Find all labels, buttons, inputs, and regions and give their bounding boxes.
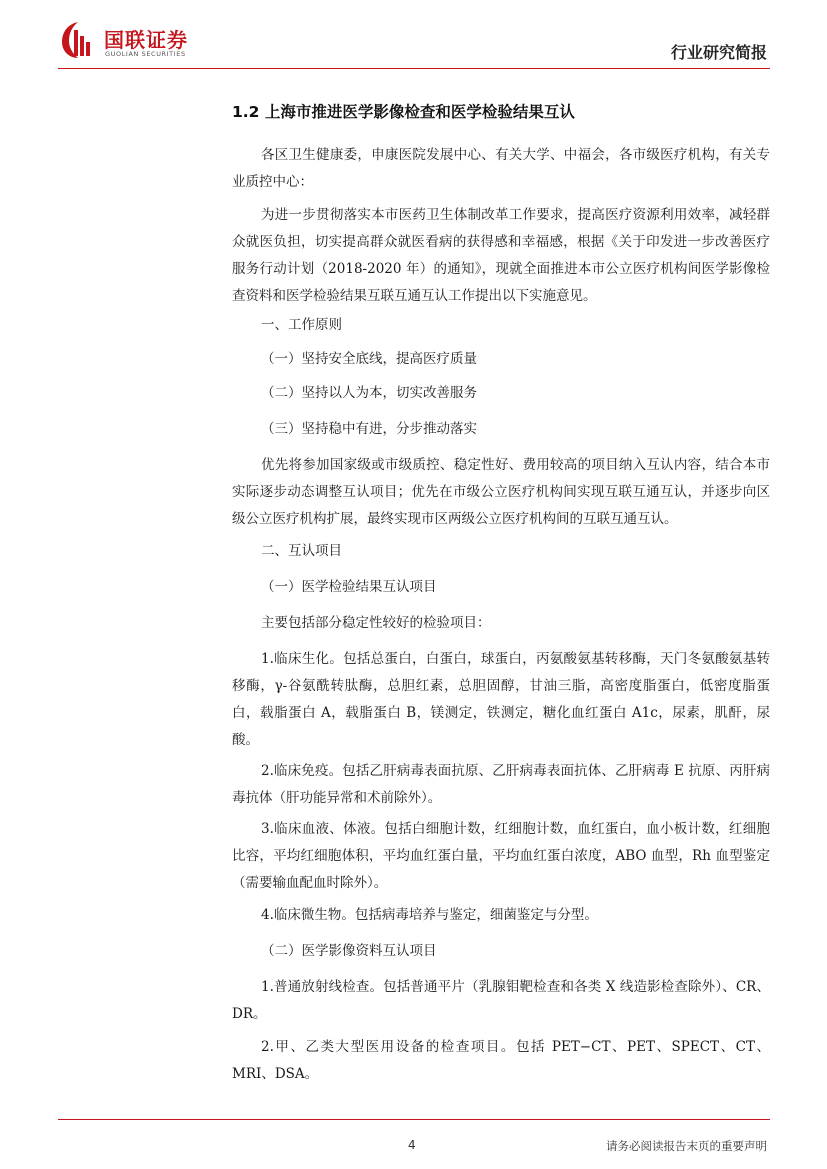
list-item-hematology: 3.临床血液、体液。包括白细胞计数，红细胞计数，血红蛋白，血小板计数，红细胞比容，平均红细胞体积，平均血红蛋白量，平均血红蛋白浓度，ABO 血型，Rh 血型鉴定（需要输血配血时除外）。 [232,821,770,891]
subheading-lab-results: （一）医学检验结果互认项目 [261,579,437,595]
company-logo [60,20,210,64]
list-item-biochemistry: 1.临床生化。包括总蛋白，白蛋白，球蛋白，丙氨酸氨基转移酶，天门冬氨酸氨基转移酶，γ-谷氨酰转肽酶，总胆红素，总胆固醇，甘油三脂，高密度脂蛋白，低密度脂蛋白，载脂蛋白 A，载脂蛋白 B，镁测定，铁测定，糖化血红蛋白 A1c，尿素，肌酐，尿酸。 [232,651,770,748]
paragraph-addressees: 各区卫生健康委，申康医院发展中心、有关大学、中福会，各市级医疗机构，有关专业质控中心： [232,147,770,190]
list-item-large-equipment: 2.甲、乙类大型医用设备的检查项目。包括 PET−CT、PET、SPECT、CT、MRI、DSA。 [232,1039,770,1082]
logo-text-cn: 国联证券 [104,28,188,52]
section-heading: 1.2 上海市推进医学影像检查和医学检验结果互认 [232,103,575,121]
list-item-microbiology: 4.临床微生物。包括病毒培养与鉴定，细菌鉴定与分型。 [261,907,598,923]
paragraph-lab-main: 主要包括部分稳定性较好的检验项目： [261,615,491,631]
header-divider [58,68,770,69]
page-number: 4 [408,1138,416,1152]
heading-principles: 一、工作原则 [261,317,342,333]
logo-text-en: GUOLIAN SECURITIES [105,50,186,58]
footer-disclaimer: 请务必阅读报告末页的重要声明 [606,1139,767,1153]
principle-item-1: （一）坚持安全底线，提高医疗质量 [261,351,477,367]
list-item-immunology: 2.临床免疫。包括乙肝病毒表面抗原、乙肝病毒表面抗体、乙肝病毒 E 抗原、丙肝病毒抗体（肝功能异常和术前除外）。 [232,763,770,806]
footer-divider [58,1119,770,1120]
paragraph-intro: 为进一步贯彻落实本市医药卫生体制改革工作要求，提高医疗资源利用效率，减轻群众就医负担，切实提高群众就医看病的获得感和幸福感，根据《关于印发进一步改善医疗服务行动计划（2018-2020 年）的通知》，现就全面推进本市公立医疗机构间医学影像检查资料和医学检验结果互联互通互认工作提出以下实施意见。 [232,207,770,304]
paragraph-priority: 优先将参加国家级或市级质控、稳定性好、费用较高的项目纳入互认内容，结合本市实际逐步动态调整互认项目；优先在市级公立医疗机构间实现互联互通互认，并逐步向区级公立医疗机构扩展，最终实现市区两级公立医疗机构间的互联互通互认。 [232,457,770,527]
page-header [0,0,827,80]
heading-mutual-items: 二、互认项目 [261,543,342,559]
subheading-imaging: （二）医学影像资料互认项目 [261,943,437,959]
list-item-radiography: 1.普通放射线检查。包括普通平片（乳腺钼靶检查和各类 X 线造影检查除外）、CR、DR。 [232,979,770,1022]
document-type-label: 行业研究简报 [670,43,767,62]
principle-item-3: （三）坚持稳中有进，分步推动落实 [261,421,477,437]
guolian-logo-icon [60,20,96,60]
principle-item-2: （二）坚持以人为本，切实改善服务 [261,385,477,401]
